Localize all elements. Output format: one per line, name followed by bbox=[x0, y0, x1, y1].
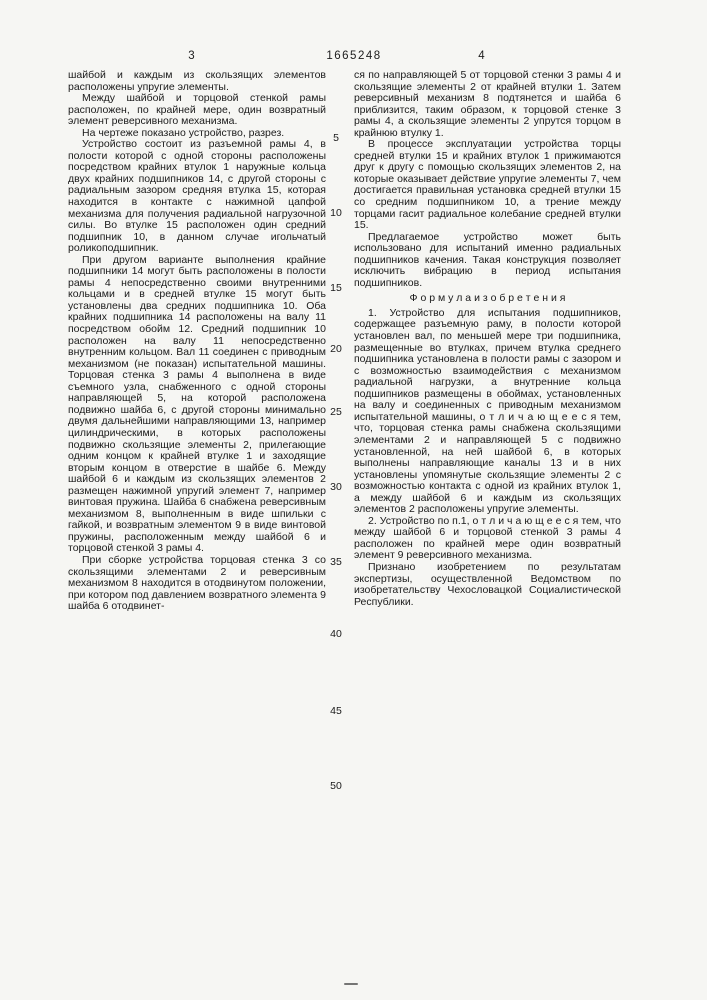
body-paragraph: 2. Устройство по п.1, о т л и ч а ю щ е е с я тем, что между шайбой 6 и торцовой стенкой 3 рамы 4 расположен по крайней мере один возвратный элемент 9 реверсивного механизма. bbox=[354, 514, 621, 562]
right-column-page-number: 4 bbox=[478, 50, 486, 62]
gutter-line-number: 50 bbox=[330, 780, 342, 792]
body-paragraph: Устройство состоит из разъемной рамы 4, в полости которой с одной стороны расположены посредством крайних втулок 1 наружные кольца двух крайних подшипников 14, с другой стороны с радиальным зазором средняя втулка 15, которая находится в контакте с нажимной цапфой механизма для получения радиальной нагрузочной силы. Во втулке 15 расположен один средний подшипник 10, в данном случае игольчатый роликоподшипник. bbox=[68, 138, 326, 255]
gutter-line-number: 25 bbox=[330, 406, 342, 418]
left-text-column bbox=[68, 70, 326, 613]
body-paragraph: Предлагаемое устройство может быть использовано для испытаний именно радиальных подшипников качения. Такая конструкция позволяет исключить вибрацию в период испытания подшипников. bbox=[354, 230, 621, 289]
gutter-line-number: 15 bbox=[330, 282, 342, 294]
gutter-line-number: 30 bbox=[330, 481, 342, 493]
gutter-line-number: 20 bbox=[330, 343, 342, 355]
gutter-line-number: 40 bbox=[330, 628, 342, 640]
scan-artifact-mark bbox=[344, 983, 358, 985]
gutter-line-number: 10 bbox=[330, 207, 342, 219]
formula-heading: Ф о р м у л а и з о б р е т е н и я bbox=[409, 292, 566, 305]
body-paragraph: При сборке устройства торцовая стенка 3 со скользящими элементами 2 и реверсивным механизмом 8 находится в отодвинутом положении, при котором под давлением возвратного элемента 9 шайба 6 отодвинет- bbox=[68, 553, 326, 613]
body-paragraph: Между шайбой и торцовой стенкой рамы расположен, по крайней мере, один возвратный элемент реверсивного механизма. bbox=[68, 92, 326, 128]
gutter-line-number: 45 bbox=[330, 705, 342, 717]
right-text-column bbox=[354, 70, 621, 608]
body-paragraph: Признано изобретением по результатам экспертизы, осуществленной Ведомством по изобретательству Чехословацкой Социалистической Республики. bbox=[354, 560, 621, 608]
body-paragraph: В процессе эксплуатации устройства торцы средней втулки 15 и крайних втулок 1 прижимаются друг к другу с помощью скользящих элементов 2, на которые оказывает действие упругие элементы 7, чем достигается правильная установка средней втулки 15 со средним подшипником 10, а трение между торцами гасит радиальное колебание средней втулки 15. bbox=[354, 138, 621, 232]
body-paragraph: ся по направляющей 5 от торцовой стенки 3 рамы 4 и скользящие элементы 2 от крайней втулки 1. Затем реверсивный механизм 8 подтянется и шайба 6 приблизится, таким образом, к торцовой стенке 3 рамы 4, а скользящие элементы 2 упрутся торцом в крайнюю втулку 1. bbox=[354, 69, 621, 139]
gutter-line-number: 5 bbox=[333, 132, 339, 144]
body-paragraph: 1. Устройство для испытания подшипников, содержащее разъемную раму, в полости которой установлен вал, по меньшей мере три подшипника, размещенные во втулках, причем втулка среднего подшипника установлена в полости рамы с зазором и с возможностью взаимодействия с механизмом радиальной нагрузки, а внутренние кольца подшипников размещены в обоймах, установленных на валу и соединенных с приводным механизмом испытательной машины, о т л и ч а ю щ е е с я тем, что, торцовая стенка рамы снабжена скользящими элементами 2 и направляющей 5 с подвижно установленной, на ней шайбой 6, в которых выполнены направляющие каналы 13 и в них установлены упомянутые скользящие элементы 2 с возможностью контакта с одной из крайних втулок 1, а между шайбой 6 и каждым из скользящих элементов 2 расположены упругие элементы. bbox=[354, 306, 621, 516]
body-paragraph: шайбой и каждым из скользящих элементов расположены упругие элементы. bbox=[68, 69, 326, 93]
left-column-page-number: 3 bbox=[188, 50, 196, 62]
body-paragraph: На чертеже показано устройство, разрез. bbox=[82, 126, 285, 139]
body-paragraph: При другом варианте выполнения крайние подшипники 14 могут быть расположены в полости рамы 4 непосредственно своими внутренними кольцами и в средней втулке 15 могут быть установлены два средних подшипника 10. Оба крайних подшипника 14 расположены на валу 11 посредством обойм 12. Средний подшипник 10 расположен на валу 11 непосредственно внутренним кольцом. Вал 11 соединен с приводным механизмом (не показан) испытательной машины. Торцовая стенка 3 рамы 4 выполнена в виде съемного узла, снабженного с одной стороны направляющей 5, на которой расположена подвижно шайба 6, с другой стороны минимально двумя дальнейшими направляющими 13, например цилиндрическими, в которых расположены подвижно скользящие элементы 2, прилегающие одним концом к крайней втулке 1 и заходящие вторым концом в отверстие в шайбе 6. Между шайбой 6 и каждым из скользящих элементов 2 размещен нажимной упругий элемент 7, например винтовая пружина. Шайба 6 снабжена реверсивным механизмом 8, выполненным в виде шпильки с гайкой, и возвратным элементом 9 в виде винтовой пружины, расположенным между шайбой 6 и торцовой стенкой 3 рамы 4. bbox=[68, 253, 326, 555]
gutter-line-number: 35 bbox=[330, 556, 342, 568]
patent-number: 1665248 bbox=[326, 50, 382, 62]
